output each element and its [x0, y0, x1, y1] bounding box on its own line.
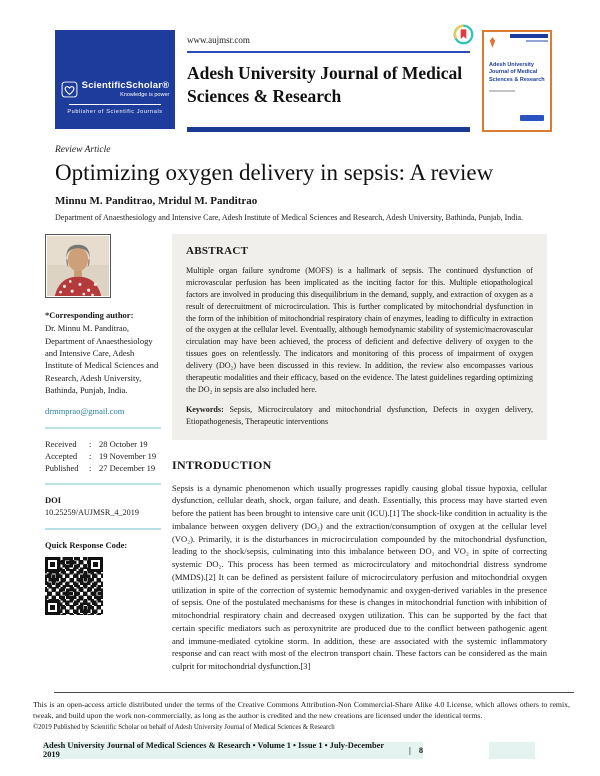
cover-subtext-line [489, 90, 515, 92]
received-date-row [45, 438, 161, 450]
article-affiliation: Department of Anaesthesiology and Intensive Care, Adesh Institute of Medical Sciences and Research, Adesh University, Bathinda, Punjab, India. [55, 213, 524, 222]
sidebar-divider [45, 427, 161, 429]
open-access-bookmark-icon [453, 24, 474, 45]
abstract-heading: ABSTRACT [186, 245, 249, 257]
qr-finder-bottom-left [45, 600, 60, 615]
received-value: 28 October 19 [99, 438, 148, 449]
author-email-link[interactable]: drmmprao@gmail.com [45, 406, 125, 417]
license-text: This is an open-access article distributed under the terms of the Creative Commons Attribution-Non Commercial-Share Alike 4.0 License, which allows others to remix, tweak, and build upon the work non-commercially, as long as the author is credited and the new creations are licensed under the identical terms. [33, 700, 570, 720]
corresponding-author-address: Dr. Minnu M. Panditrao, Department of Anaesthesiology and Intensive Care, Adesh Institute of Medical Sciences and Research, Adesh University, Bathinda, Punjab, India. [45, 323, 159, 395]
publisher-tagline: Knowledge is power [120, 92, 170, 98]
copyright-text: ©2019 Published by Scientific Scholar on behalf of Adesh University Journal of Medical Sciences & Research [33, 723, 335, 731]
publisher-subtitle: Publisher of Scientific Journals [67, 109, 163, 115]
accepted-value: 19 November 19 [99, 450, 157, 461]
qr-code [45, 557, 103, 615]
colon: : [89, 438, 92, 449]
heart-logo-icon [61, 81, 78, 98]
article-title: Optimizing oxygen delivery in sepsis: A review [55, 160, 494, 185]
footer-divider [54, 692, 574, 693]
header-thick-rule [187, 127, 470, 132]
corresponding-author-label: *Corresponding author: [45, 310, 134, 320]
masthead-center [187, 30, 470, 132]
qr-code-label: Quick Response Code: [45, 539, 128, 550]
footer-bar-row [43, 742, 600, 759]
article-authors: Minnu M. Panditrao, Mridul M. Panditrao [55, 195, 258, 207]
cover-title-text: Adesh University Journal of Medical Sciences & Research [489, 62, 545, 83]
cover-logo-icon [488, 37, 497, 48]
cover-top-bar-2 [526, 40, 548, 42]
page-footer [0, 692, 600, 759]
sidebar-divider [45, 483, 161, 485]
keywords-text: Sepsis, Microcirculatory and mitochondrial dysfunction, Defects in oxygen delivery, Etiopathogenesis, Therapeutic interventions [186, 404, 533, 426]
published-date-row [45, 462, 161, 474]
main-column [172, 234, 547, 680]
footer-journal-line: Adesh University Journal of Medical Sciences & Research • Volume 1 • Issue 1 • July-December 2019 [43, 741, 384, 760]
qr-finder-top-right [88, 557, 103, 572]
introduction-heading: INTRODUCTION [172, 457, 272, 472]
cover-button-shape [520, 115, 544, 121]
qr-finder-top-left [45, 557, 60, 572]
footer-separator: | [408, 745, 411, 755]
author-photo [45, 234, 111, 298]
abstract-text: Multiple organ failure syndrome (MOFS) is a hallmark of sepsis. The continued dysfunction of microvascular perfusion has been implicated as the inciting factor for this. Multiple etiopathological factors are involved in producing this disequilibrium in the demand, supply, and extraction of oxygen as a result of derecruitment of microcirculation. This is further complicated by mitochondrial dysfunction in the form of the inhibition of mitochondrial respiratory chain of enzymes, leading to difficulty in extraction of the oxygen at the cellular level. Eventually, although hemodynamic stability of systemic/macrovascular circulation may have been achieved, the process of deficient and defective delivery of oxygen to the tissues goes on relentlessly. The indicators and monitoring of this process of impairment of oxygen delivery (DO₂) have been discussed in this review. In addition, the review also encompasses various therapeutic modalities and their efficacy, based on the evidence. The latest guidelines regarding optimizing the DO₂ in sepsis are also included here. [186, 266, 533, 394]
header-thin-rule [187, 51, 470, 53]
published-label: Published [45, 463, 79, 474]
keywords-label: Keywords: [186, 404, 224, 414]
logo-divider [69, 104, 162, 105]
published-value: 27 December 19 [99, 463, 156, 474]
article-type-label: Review Article [55, 145, 111, 155]
received-label: Received [45, 438, 77, 449]
colon: : [89, 463, 92, 474]
journal-title: Adesh University Journal of Medical Sciences & Research [187, 63, 463, 106]
publisher-name: ScientificScholar® [81, 80, 170, 91]
doi-value: 10.25259/AUJMSR_4_2019 [45, 507, 139, 517]
footer-bar-stub [489, 742, 535, 759]
sidebar [45, 234, 161, 680]
publisher-logo [55, 30, 175, 129]
intro-paragraph-1: Sepsis is a dynamic phenomenon which usually progresses rapidly causing global tissue hypoxia, cellular dysfunction, cellular death, shock, organ failure, and death. Essentially, this process may have started even before the patient has been brought to intensive care unit (ICU).[1] The shock-like condition in actuality is the imbalance between oxygen delivery (DO₂) and the extraction/consumption of oxygen at the cellular level (VO₂). Primarily, it is the disturbances in microcirculation compounded by the mitochondrial dysfunction, leading to the shock/sepsis, culminating into this imbalance between DO₂ and VO₂ in spite of correcting systemic DO₂. This process has been termed as microcirculatory and mitochondrial distress syndrome (MMDS).[2] It can be defined as persistent failure of microcirculatory perfusion and mitochondrial oxygen utilization in spite of the correction of systemic hemodynamic and oxygen-derived variables in the presence of sepsis. One of the postulated mechanisms for these is changes in mitochondrial function with inhibition of mitochondrial respiratory chain and decreased oxygen utilization. This can be supported by the fact that certain specific mediators such as peroxynitrite are produced due to the conflict between pathogenic agent and immune-mediated cytokine storm. In addition, these are associated with the systemic inflammatory response and can react with most of the electron transport chain. These factors can be considered as the main culprit for mitochondrial dysfunction.[3] [172, 482, 547, 672]
accepted-date-row [45, 450, 161, 462]
article-header [55, 145, 552, 222]
sidebar-divider [45, 528, 161, 530]
journal-cover-thumbnail [482, 30, 552, 132]
article-body [45, 234, 547, 680]
keywords-line [186, 404, 533, 428]
doi-label: DOI [45, 495, 62, 506]
accepted-label: Accepted [45, 450, 78, 461]
colon: : [89, 450, 92, 461]
journal-footer-bar [43, 742, 423, 759]
footer-page-number: 8 [418, 745, 423, 755]
abstract-section [172, 234, 547, 440]
journal-website-link[interactable]: www.aujmsr.com [187, 35, 250, 45]
masthead [55, 30, 552, 132]
cover-top-bar [510, 34, 548, 38]
